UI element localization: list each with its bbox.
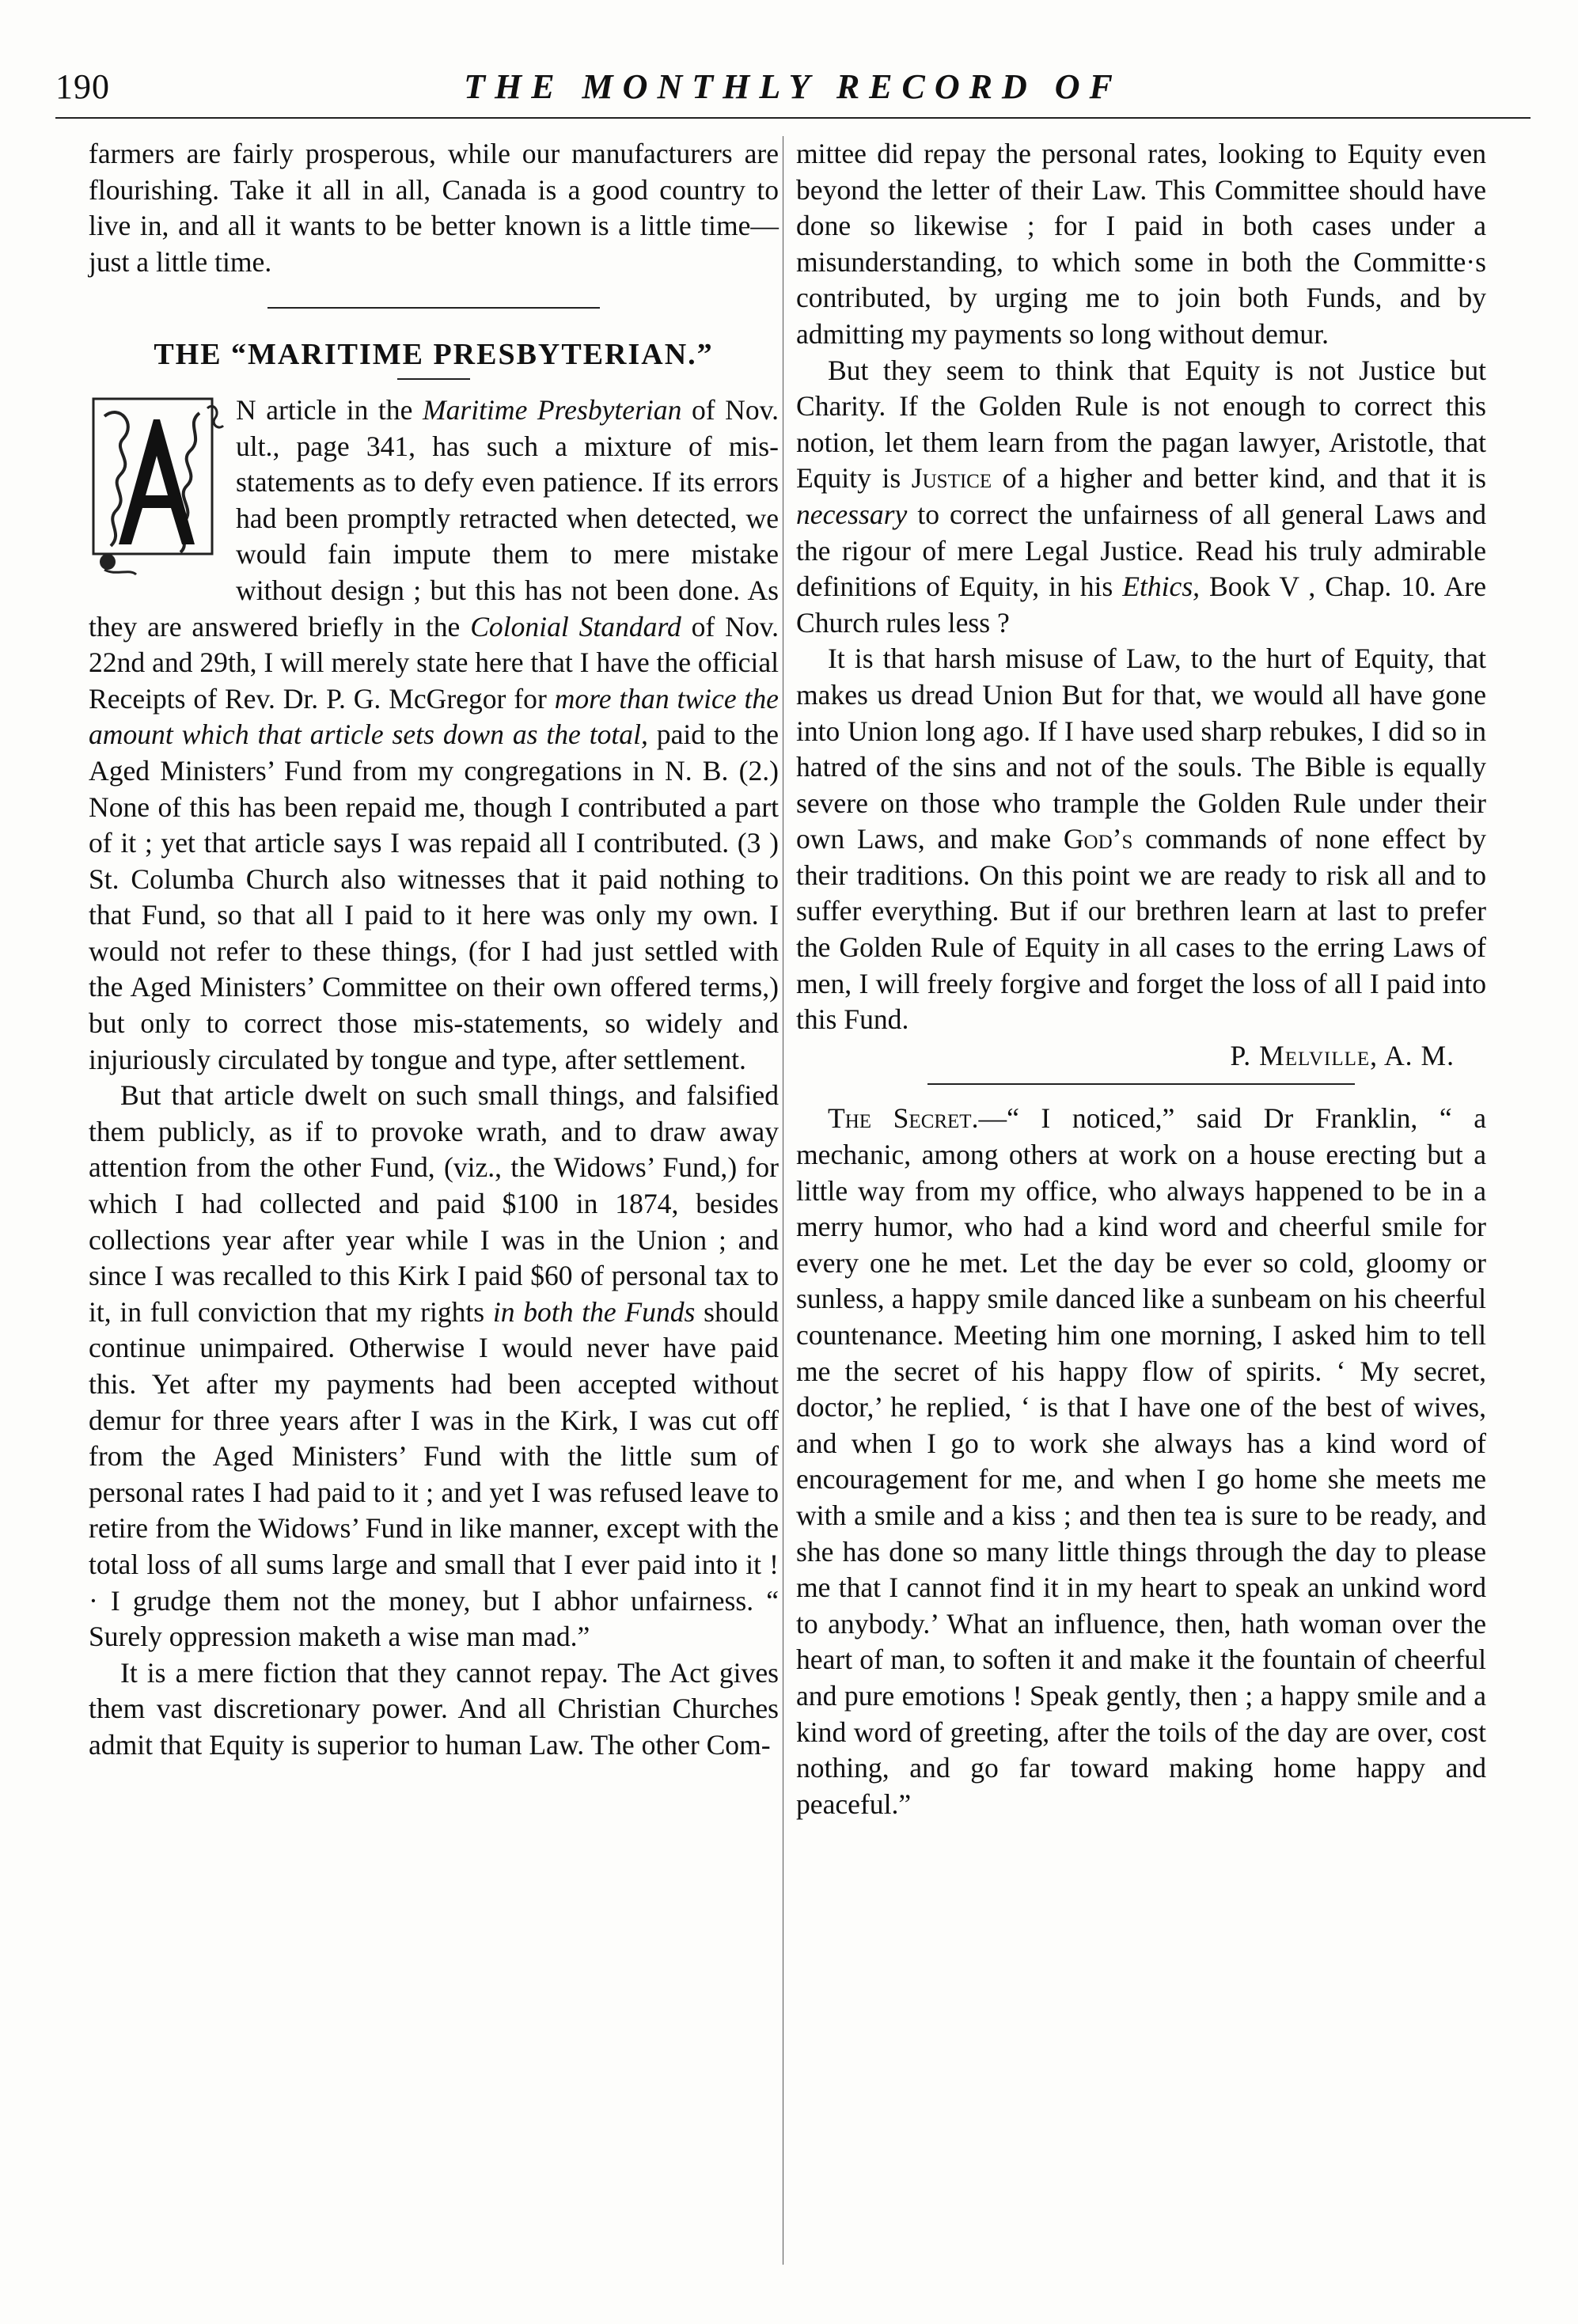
secret-heading: The Secret.	[828, 1102, 979, 1135]
running-head	[55, 66, 1531, 114]
carryover-paragraph: farmers are fairly prosperous, while our manufacturers are flourishing. Take it all in all, Canada is a good country to live in, and all it wants to be better known is a little time—just a little time.	[89, 138, 779, 278]
article-paragraph-1: N article in the Maritime Presbyterian of Nov. ult., page 341, has such a mixture of mis-statements as to defy even patience. If its errors had been promptly retracted when detected, we would fain impute them to mere mistake without design ; but this has not been done. As they are answered briefly in the Colonial Standard of Nov. 22nd and 29th, I will merely state here that I have the official Receipts of Rev. Dr. P. G. McGregor for more than twice the amount which that article sets down as the total, paid to the Aged Ministers’ Fund from my congregations in N. B. (2.) None of this has been repaid me, though I contributed a part of it ; yet that article says I was repaid all I contributed. (3 ) St. Columba Church also witnesses that it paid nothing to that Fund, so that all I paid to it here was only my own. I would not refer to these things, (for I had just settled with the Aged Ministers’ Committee on their own offered terms,) but only to correct those mis-statements, so widely and injuriously circulated by tongue and type, after settlement.	[89, 393, 780, 1075]
article-title: THE “MARITIME PRESBYTERIAN.”	[154, 338, 714, 372]
title-rule	[397, 378, 470, 380]
left-column	[89, 136, 779, 1764]
decorated-initial-a-icon	[89, 392, 225, 578]
article-paragraph-5: But they seem to think that Equity is not Justice but Charity. If the Golden Rule is not enough to correct this notion, let them learn from the pagan lawyer, Aristotle, that Equity is Justice of a higher and better kind, and that it is necessary to correct the unfairness of all general Laws and the rigour of mere Legal Justice. Read his truly admirable definitions of Equity, in his Ethics, Book V , Chap. 10. Are Church rules less ?	[796, 354, 1487, 639]
author-signature: P. Melville, A. M.	[1230, 1039, 1455, 1071]
secret-paragraph: The Secret.—“ I noticed,” said Dr Franklin, “ a mechanic, among others at work on a house erecting but a little way from my office, who always happened to be in a merry humor, who had a kind word and cheerful smile for every one he met. Let the day be ever so cold, gloomy or sunless, a happy smile danced like a sunbeam on his cheerful countenance. Meeting him one morning, I asked him to tell me the secret of his happy flow of spirits. ‘ My secret, doctor,’ he replied, ‘ is that I have one of the best of wives, and when I go to work she always has a kind word of encouragement for me, and when I go home she meets me with a smile and a kiss ; and then tea is sure to be ready, and she has done so many little things through the day to please me that I cannot find it in my heart to speak an unkind word to anybody.’ What an influence, then, hath woman over the heart of man, to soften it and make it the fountain of cheerful and pure emotions ! Speak gently, then ; a happy smile and a kind word of greeting, after the toils of the day are over, cost nothing, and go far toward making home happy and peaceful.”	[796, 1102, 1487, 1820]
header-rule	[55, 117, 1531, 119]
article-paragraph-6: It is that harsh misuse of Law, to the hurt of Equity, that makes us dread Union But for that, we would all have gone into Union long ago. If I have used sharp rebukes, I did so in hatred of the sins and not of the souls. The Bible is equally severe on those who trample the Golden Rule under their own Laws, and make God’s commands of none effect by their traditions. On this point we are ready to risk all and to suffer everything. But if our brethren learn at last to prefer the Golden Rule of Equity in all cases to the erring Laws of men, I will freely forgive and forget the loss of all I paid into this Fund.	[796, 643, 1486, 1036]
page-number: 190	[55, 67, 110, 106]
article-paragraph-3: It is a mere fiction that they cannot repay. The Act gives them vast discretionary power. And all Christian Churches admit that Equity is superior to human Law. The other Com-	[89, 1656, 779, 1761]
journal-title: THE MONTHLY RECORD OF	[464, 67, 1122, 106]
article-paragraph-2: But that article dwelt on such small things, and falsified them publicly, as if to provoke wrath, and to draw away attention from the other Fund, (viz., the Widows’ Fund,) for which I had collected and paid $100 in 1874, besides collections year after year while I was in the Union ; and since I was recalled to this Kirk I paid $60 of personal tax to it, in full conviction that my rights in both the Funds should continue unimpaired. Otherwise I would never have paid this. Yet after my payments had been accepted without demur for three years after I was in the Kirk, I was cut off from the Aged Ministers’ Fund with the little sum of personal rates I had paid to it ; and yet I was refused leave to retire from the Widows’ Fund in like manner, except with the total loss of all sums large and small that I ever paid into it ! · I grudge them not the money, but I abhor unfairness. “ Surely oppression maketh a wise man mad.”	[89, 1079, 779, 1653]
right-column	[796, 136, 1486, 1822]
section-separator	[267, 307, 600, 309]
section-separator-right	[927, 1083, 1355, 1085]
article-paragraph-4: mittee did repay the personal rates, looking to Equity even beyond the letter of their Law. This Committee should have done so likewise ; for I paid in both cases under a misunderstanding, to which some in both the Committe·s contributed, by urging me to join both Funds, and by admitting my payments so long without demur.	[796, 138, 1486, 350]
